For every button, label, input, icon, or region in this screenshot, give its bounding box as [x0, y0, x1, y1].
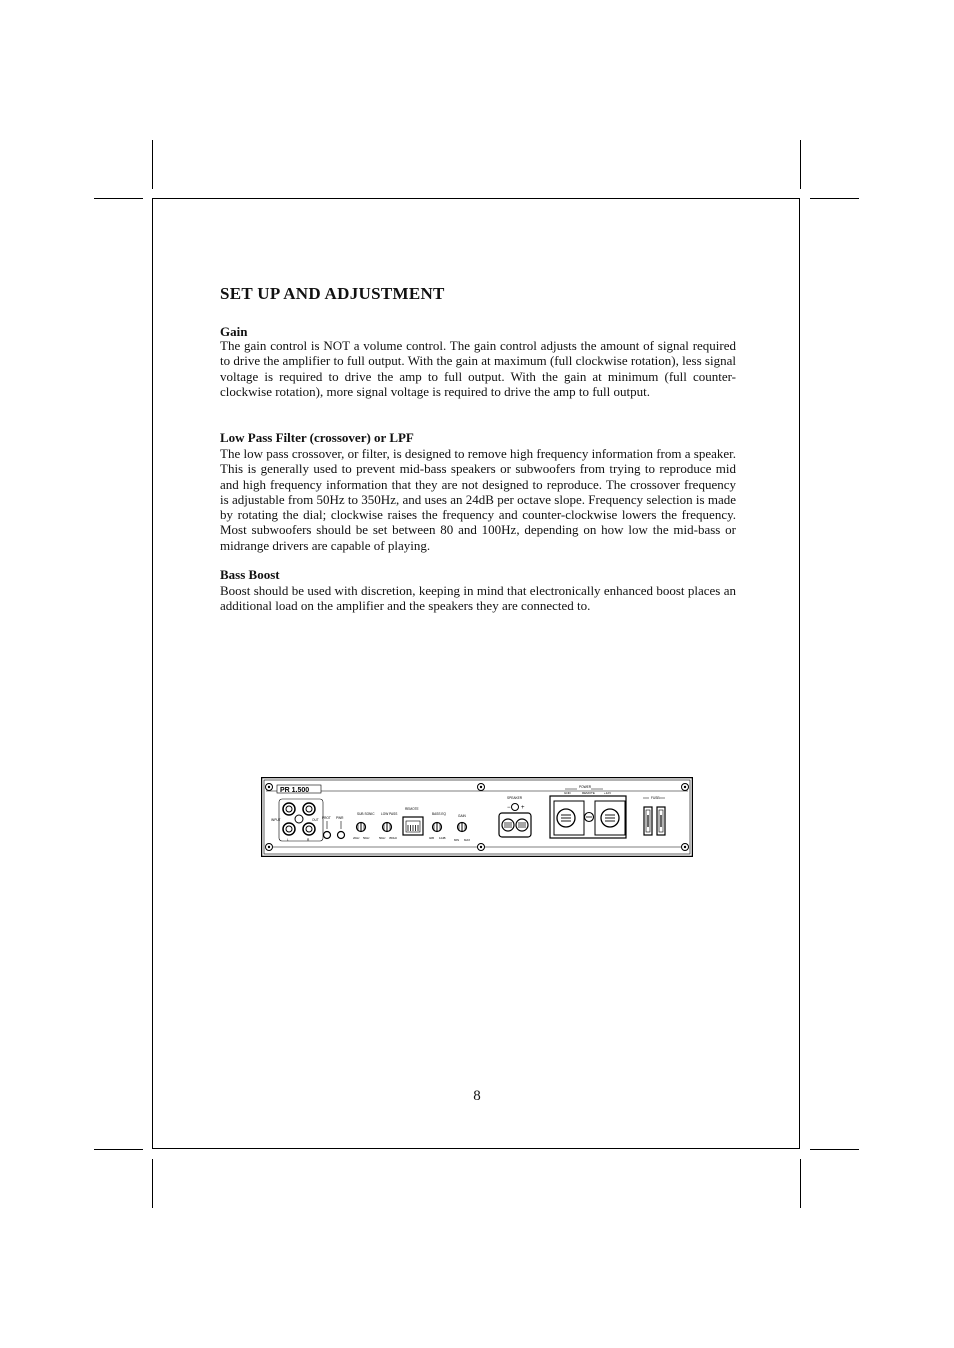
power-label: POWER — [579, 785, 592, 789]
screw-icon — [478, 784, 485, 791]
crop-mark — [800, 140, 801, 189]
left-channel-label: L — [287, 838, 289, 842]
screw-icon — [478, 844, 485, 851]
subsonic-knob[interactable] — [357, 823, 366, 832]
gnd-label: GND — [564, 791, 571, 795]
right-channel-label: R — [307, 838, 310, 842]
bass-eq-max-label: 12dB — [439, 836, 446, 840]
fuse-label: FUSE — [651, 796, 660, 800]
power-terminal-icon — [550, 796, 626, 838]
subsonic-min-label: 20Hz — [353, 836, 360, 840]
rca-jack-icon — [303, 823, 315, 835]
crop-mark — [810, 1149, 859, 1150]
rca-jack-icon — [283, 803, 295, 815]
gain-max-label: MAX — [464, 838, 471, 842]
prot-label: PROT — [322, 816, 331, 820]
model-label: PR 1.500 — [280, 787, 310, 794]
subsonic-max-label: 50Hz — [363, 836, 370, 840]
rca-jack-icon — [303, 803, 315, 815]
plus-icon: + — [521, 805, 525, 811]
rca-jack-icon — [283, 823, 295, 835]
low-pass-min-label: 50Hz — [379, 836, 386, 840]
fuse-icon — [644, 807, 652, 835]
remote-terminal-label: REMOTE — [582, 791, 595, 795]
paragraph-low-pass-filter: The low pass crossover, or filter, is designed to remove high frequency information from a speaker. This is generally used to prevent mid-bass speakers or subwoofers from trying to reproduce mid and high frequency information that they are not designed to reproduce. The crossover frequency is adjustable from 50Hz to 350Hz, and uses an 24dB per octave slope. Frequency selection is made by rotating the dial; clockwise raises the frequency and counter-clockwise lowers the frequency. Most subwoofers should be set between 80 and 100Hz, depending on how low the mid-bass or midrange drivers are capable of playing. — [220, 446, 736, 553]
crop-mark — [800, 1159, 801, 1208]
bass-eq-label: BASS EQ — [432, 812, 446, 816]
screw-icon — [266, 784, 273, 791]
gain-min-label: MIN — [454, 838, 460, 842]
input-label: INPUT — [271, 818, 281, 822]
low-pass-label: LOW PASS — [381, 812, 398, 816]
crop-mark — [152, 140, 153, 189]
heading-bass-boost: Bass Boost — [220, 567, 280, 582]
paragraph-bass-boost: Boost should be used with discretion, keeping in mind that electronically enhanced boost places an additional load on the amplifier and the speakers they are connected to. — [220, 583, 736, 614]
protect-led-icon — [324, 832, 331, 839]
bass-eq-knob[interactable] — [433, 823, 442, 832]
page-number: 8 — [473, 1088, 481, 1104]
amplifier-panel-diagram — [261, 777, 693, 857]
subsonic-label: SUB SONIC — [357, 812, 375, 816]
crop-mark — [810, 198, 859, 199]
screw-icon — [266, 844, 273, 851]
gain-knob[interactable] — [458, 823, 467, 832]
crop-mark — [94, 198, 143, 199]
screw-icon — [682, 784, 689, 791]
minus-icon: − — [507, 805, 511, 811]
power-led-icon — [338, 832, 345, 839]
pwr-label: PWR — [336, 816, 344, 820]
screw-icon — [682, 844, 689, 851]
output-label: OUT — [312, 818, 319, 822]
paragraph-gain: The gain control is NOT a volume control. The gain control adjusts the amount of signal required to drive the amplifier to full output. With the gain at maximum (full clockwise rotation), less signal voltage is required to drive the amp to full output. With the gain at minimum (full counter-clockwise rotation), more signal voltage is required to drive the amp to full output. — [220, 338, 736, 399]
low-pass-max-label: 350Hz — [389, 836, 398, 840]
crop-mark — [94, 1149, 143, 1150]
plus-12v-label: +12V — [604, 791, 612, 795]
gain-label: GAIN — [458, 814, 466, 818]
speaker-label: SPEAKER — [507, 796, 523, 800]
heading-low-pass-filter: Low Pass Filter (crossover) or LPF — [220, 430, 414, 445]
section-title: SET UP AND ADJUSTMENT — [220, 284, 445, 303]
heading-gain: Gain — [220, 324, 248, 339]
bass-eq-min-label: 0dB — [429, 836, 434, 840]
speaker-terminal-icon — [499, 813, 531, 837]
fuse-icon — [657, 807, 665, 835]
crop-mark — [152, 1159, 153, 1208]
low-pass-knob[interactable] — [383, 823, 392, 832]
remote-label: REMOTE — [405, 807, 419, 811]
remote-port-icon — [403, 817, 423, 835]
